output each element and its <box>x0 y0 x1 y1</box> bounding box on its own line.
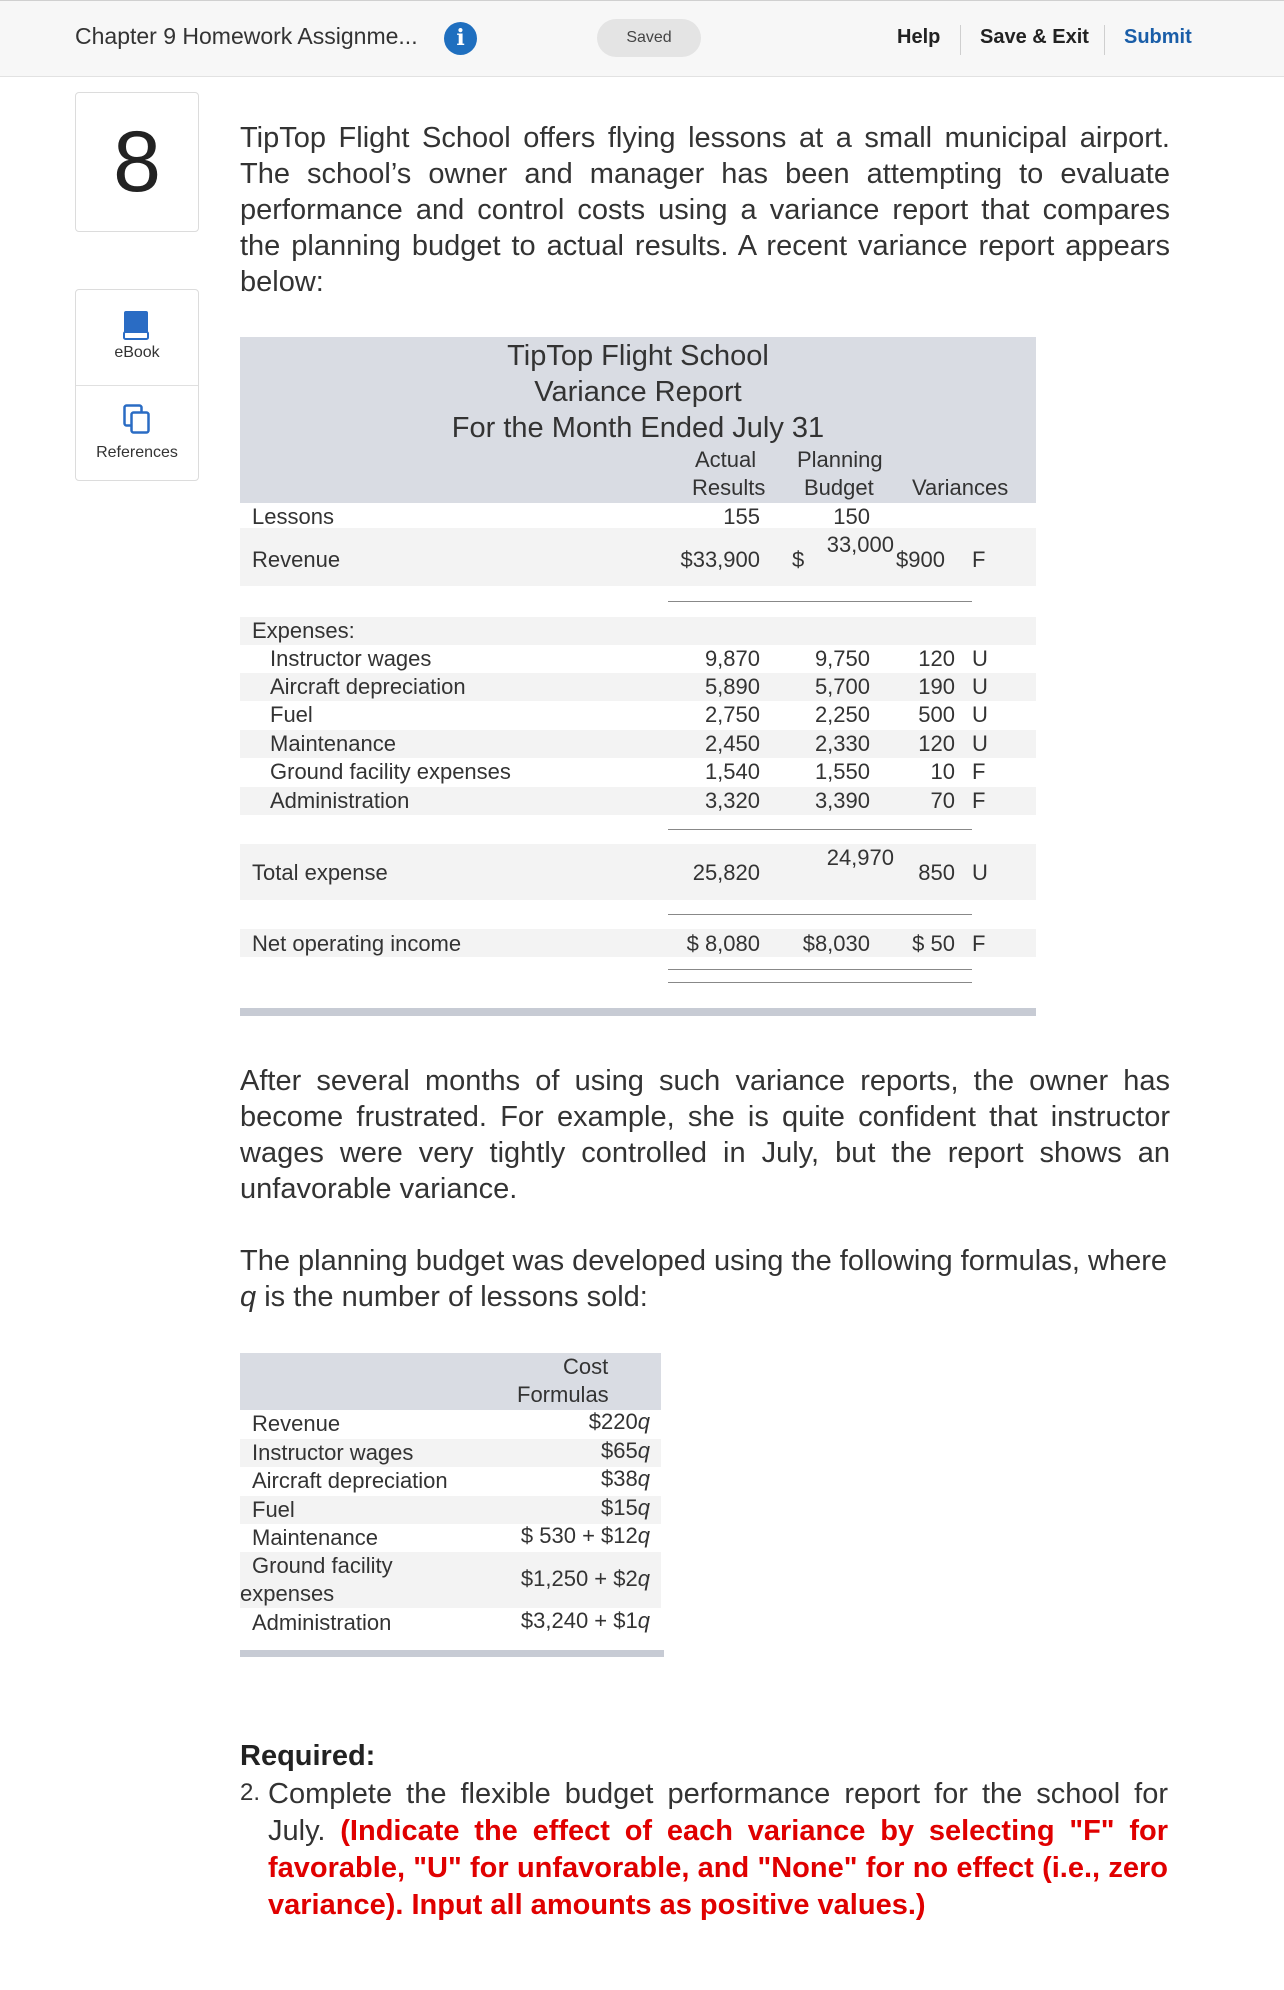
paragraph-text: is the number of lessons sold: <box>256 1281 648 1313</box>
formula-text: $65 <box>601 1438 638 1463</box>
expense-variance: 10 <box>930 759 955 784</box>
row-label-revenue: Revenue <box>252 547 341 572</box>
required-heading: Required: <box>240 1740 376 1772</box>
help-button[interactable]: Help <box>897 26 941 48</box>
formula-row-label: Revenue <box>252 1411 341 1436</box>
noi-variance: $ 50 <box>912 931 955 956</box>
formula-value <box>440 1523 650 1549</box>
col-header-planning: Budget <box>804 475 874 500</box>
revenue-effect: F <box>972 547 986 572</box>
save-exit-button[interactable]: Save & Exit <box>980 26 1089 48</box>
saved-status-badge: Saved <box>597 19 701 57</box>
copy-icon <box>123 404 151 434</box>
formula-text: $3,240 + $1 <box>520 1608 638 1633</box>
expense-variance: 120 <box>918 731 955 756</box>
expense-label: Administration <box>270 788 410 813</box>
expense-label: Ground facility expenses <box>270 759 511 784</box>
formula-value <box>440 1438 650 1464</box>
formula-text: $1,250 + $2 <box>520 1566 638 1591</box>
expense-variance: 500 <box>918 702 955 727</box>
report-title <box>240 338 1036 446</box>
formula-row-label: Maintenance <box>252 1525 378 1550</box>
required-number: 2. <box>240 1779 261 1806</box>
variable-q: q <box>637 1566 650 1591</box>
submit-button[interactable]: Submit <box>1124 26 1192 48</box>
formula-text: $220 <box>588 1409 638 1434</box>
subtotal-rule <box>668 914 972 915</box>
formula-row-label: Aircraft depreciation <box>252 1468 448 1493</box>
formula-value <box>440 1608 650 1634</box>
expense-actual: 2,750 <box>704 702 760 727</box>
table-bottom-rule <box>240 1008 1036 1016</box>
expense-effect: U <box>972 674 988 699</box>
lessons-actual: 155 <box>723 504 760 529</box>
resources-panel <box>75 289 199 481</box>
expense-planning: 1,550 <box>814 759 870 784</box>
total-expense-variance: 850 <box>918 860 955 885</box>
expense-label: Fuel <box>270 702 313 727</box>
double-rule <box>668 969 972 970</box>
subtotal-rule <box>668 601 972 602</box>
revenue-variance: $900 <box>896 547 945 572</box>
expense-actual: 1,540 <box>704 759 760 784</box>
col-header-variances: Variances <box>912 475 1009 500</box>
expense-planning: 9,750 <box>814 646 870 671</box>
formula-value <box>440 1495 650 1521</box>
noi-actual: $ 8,080 <box>686 931 760 956</box>
subtotal-rule <box>668 829 972 830</box>
assignment-title: Chapter 9 Homework Assignme... <box>75 23 418 49</box>
expense-variance: 120 <box>918 646 955 671</box>
table-row-band <box>240 617 1036 645</box>
expense-effect: U <box>972 646 988 671</box>
info-icon[interactable]: i <box>444 22 477 55</box>
ebook-link[interactable] <box>76 290 198 385</box>
variable-q: q <box>637 1409 650 1434</box>
expense-effect: F <box>972 788 986 813</box>
variable-q: q <box>637 1466 650 1491</box>
required-note: (Indicate the effect of each variance by selecting "F" for favorable, "U" for unfavorable, and "None" for no effect (i.e., zero variance). Input all amounts as positive values.) <box>268 1815 1168 1921</box>
expense-label: Maintenance <box>270 731 396 756</box>
col-header-planning: Planning <box>797 447 883 472</box>
double-rule <box>668 982 972 983</box>
col-header-cost: Cost <box>563 1354 609 1379</box>
expense-planning: 2,330 <box>814 731 870 756</box>
report-title-line: Variance Report <box>534 376 742 408</box>
formula-row-label: Fuel <box>252 1497 295 1522</box>
references-link[interactable] <box>76 386 198 480</box>
revenue-planning-sign: $ <box>792 547 805 572</box>
noi-effect: F <box>972 931 986 956</box>
expense-actual: 3,320 <box>704 788 760 813</box>
expense-planning: 2,250 <box>814 702 870 727</box>
row-label-net-operating-income: Net operating income <box>252 931 462 956</box>
noi-planning: $8,030 <box>802 931 870 956</box>
expense-planning: 5,700 <box>814 674 870 699</box>
expense-effect: U <box>972 731 988 756</box>
col-header-formulas: Formulas <box>517 1382 609 1407</box>
formula-text: $38 <box>601 1466 638 1491</box>
total-expense-effect: U <box>972 860 988 885</box>
report-title-line: TipTop Flight School <box>507 340 769 372</box>
expense-variance: 70 <box>930 788 955 813</box>
formula-text: $ 530 + $12 <box>520 1523 638 1548</box>
total-expense-planning: 24,970 <box>826 845 894 870</box>
total-expense-actual: 25,820 <box>692 860 760 885</box>
divider <box>1104 25 1105 55</box>
question-number: 8 <box>75 92 199 232</box>
formula-value <box>440 1466 650 1492</box>
table-bottom-rule <box>240 1650 664 1657</box>
col-header-actual: Results <box>692 475 766 500</box>
intro-paragraph: TipTop Flight School offers flying lessons at a small municipal airport. The school’s owner and manager has been attempting to evaluate performance and control costs using a variance report that compares the planning budget to actual results. A recent variance report appears below: <box>240 122 1170 298</box>
expense-variance: 190 <box>918 674 955 699</box>
formula-value <box>440 1566 650 1592</box>
expense-label: Instructor wages <box>270 646 432 671</box>
col-header-actual: Actual <box>695 447 757 472</box>
book-icon <box>123 310 149 340</box>
variable-q: q <box>637 1523 650 1548</box>
paragraph-text: The planning budget was developed using the following formulas, where <box>240 1245 1167 1277</box>
required-text <box>268 1776 1168 1924</box>
expense-actual: 9,870 <box>704 646 760 671</box>
row-label-total-expense: Total expense <box>252 860 388 885</box>
formula-row-label: Administration <box>252 1610 392 1635</box>
expense-effect: F <box>972 759 986 784</box>
report-title-line: For the Month Ended July 31 <box>451 412 825 444</box>
lessons-planning: 150 <box>833 504 870 529</box>
revenue-planning: 33,000 <box>826 532 894 557</box>
required-instruction: Complete the flexible budget performance report for the school for July. <box>268 1778 1168 1847</box>
divider <box>960 25 961 55</box>
variable-q: q <box>637 1438 650 1463</box>
expense-actual: 2,450 <box>704 731 760 756</box>
row-label-lessons: Lessons <box>252 504 334 529</box>
formula-row-label: expenses <box>240 1581 335 1606</box>
formula-row-label: Ground facility <box>252 1553 393 1578</box>
formula-text: $15 <box>601 1495 638 1520</box>
ebook-label: eBook <box>114 344 160 361</box>
variable-q: q <box>240 1281 257 1313</box>
expense-planning: 3,390 <box>814 788 870 813</box>
top-bar <box>0 0 1284 77</box>
formulas-intro-paragraph <box>240 1243 1170 1315</box>
frustration-paragraph: After several months of using such variance reports, the owner has become frustrated. For example, she is quite confident that instructor wages were very tightly controlled in July, but the report shows an unfavorable variance. <box>240 1065 1170 1205</box>
revenue-actual: $33,900 <box>680 547 760 572</box>
formula-row-label: Instructor wages <box>252 1440 414 1465</box>
formula-value <box>440 1409 650 1435</box>
expense-effect: U <box>972 702 988 727</box>
expense-actual: 5,890 <box>704 674 760 699</box>
variable-q: q <box>637 1608 650 1633</box>
variable-q: q <box>637 1495 650 1520</box>
expense-label: Aircraft depreciation <box>270 674 466 699</box>
references-label: References <box>96 444 178 461</box>
expenses-label: Expenses: <box>252 618 355 643</box>
